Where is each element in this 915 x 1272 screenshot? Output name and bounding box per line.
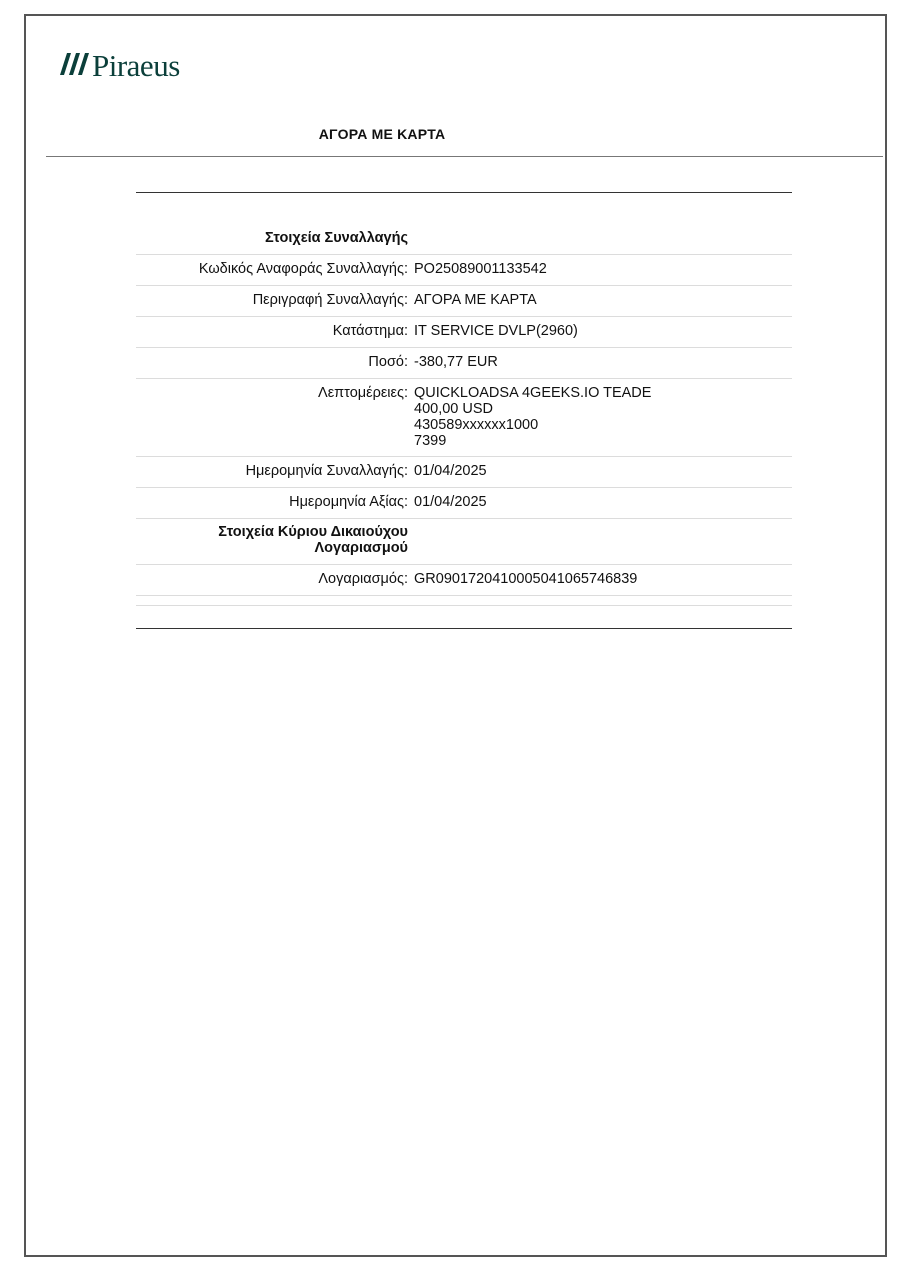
details-value (414, 378, 792, 457)
description-label: Περιγραφή Συναλλαγής: (136, 285, 414, 316)
row-reference (136, 254, 792, 285)
transaction-date-value: 01/04/2025 (414, 457, 792, 488)
details-line: QUICKLOADSA 4GEEKS.IO TEADE (414, 384, 652, 401)
row-transaction-date (136, 457, 792, 488)
document-page (24, 14, 887, 1257)
row-amount (136, 347, 792, 378)
account-label: Λογαριασμός: (136, 565, 414, 596)
value-date-value: 01/04/2025 (414, 488, 792, 519)
account-value: GR0901720410005041065746839 (414, 565, 792, 596)
transaction-details-box (136, 192, 792, 629)
row-details (136, 378, 792, 457)
description-value: ΑΓΟΡΑ ΜΕ ΚΑΡΤΑ (414, 285, 792, 316)
section-title-line: Λογαριασμού (314, 540, 408, 557)
section-account-holder (136, 519, 792, 565)
details-line: 7399 (414, 432, 447, 449)
details-label: Λεπτομέρειες: (136, 378, 414, 457)
row-description (136, 285, 792, 316)
title-divider (46, 156, 883, 157)
spacer-row (136, 596, 792, 606)
details-table (136, 225, 792, 606)
amount-label: Ποσό: (136, 347, 414, 378)
details-line: 400,00 USD (414, 400, 493, 417)
box-bottom-rule (136, 628, 792, 629)
section-title-line: Στοιχεία Κύριου Δικαιούχου (218, 524, 408, 541)
document-title: ΑΓΟΡΑ ΜΕ ΚΑΡΤΑ (318, 126, 446, 142)
section-title-transaction: Στοιχεία Συναλλαγής (136, 225, 414, 254)
transaction-date-label: Ημερομηνία Συναλλαγής: (136, 457, 414, 488)
row-value-date (136, 488, 792, 519)
brand-name: Piraeus (92, 48, 180, 83)
details-line: 430589xxxxxx1000 (414, 416, 539, 433)
piraeus-slashes-icon (60, 53, 90, 75)
reference-label: Κωδικός Αναφοράς Συναλλαγής: (136, 254, 414, 285)
reference-value: PO25089001133542 (414, 254, 792, 285)
section-title-account-holder (136, 519, 414, 565)
row-account (136, 565, 792, 596)
merchant-label: Κατάστημα: (136, 316, 414, 347)
value-date-label: Ημερομηνία Αξίας: (136, 488, 414, 519)
row-merchant (136, 316, 792, 347)
section-transaction (136, 225, 792, 254)
box-top-rule (136, 192, 792, 193)
piraeus-logo (60, 50, 180, 81)
merchant-value: IT SERVICE DVLP(2960) (414, 316, 792, 347)
amount-value: -380,77 EUR (414, 347, 792, 378)
